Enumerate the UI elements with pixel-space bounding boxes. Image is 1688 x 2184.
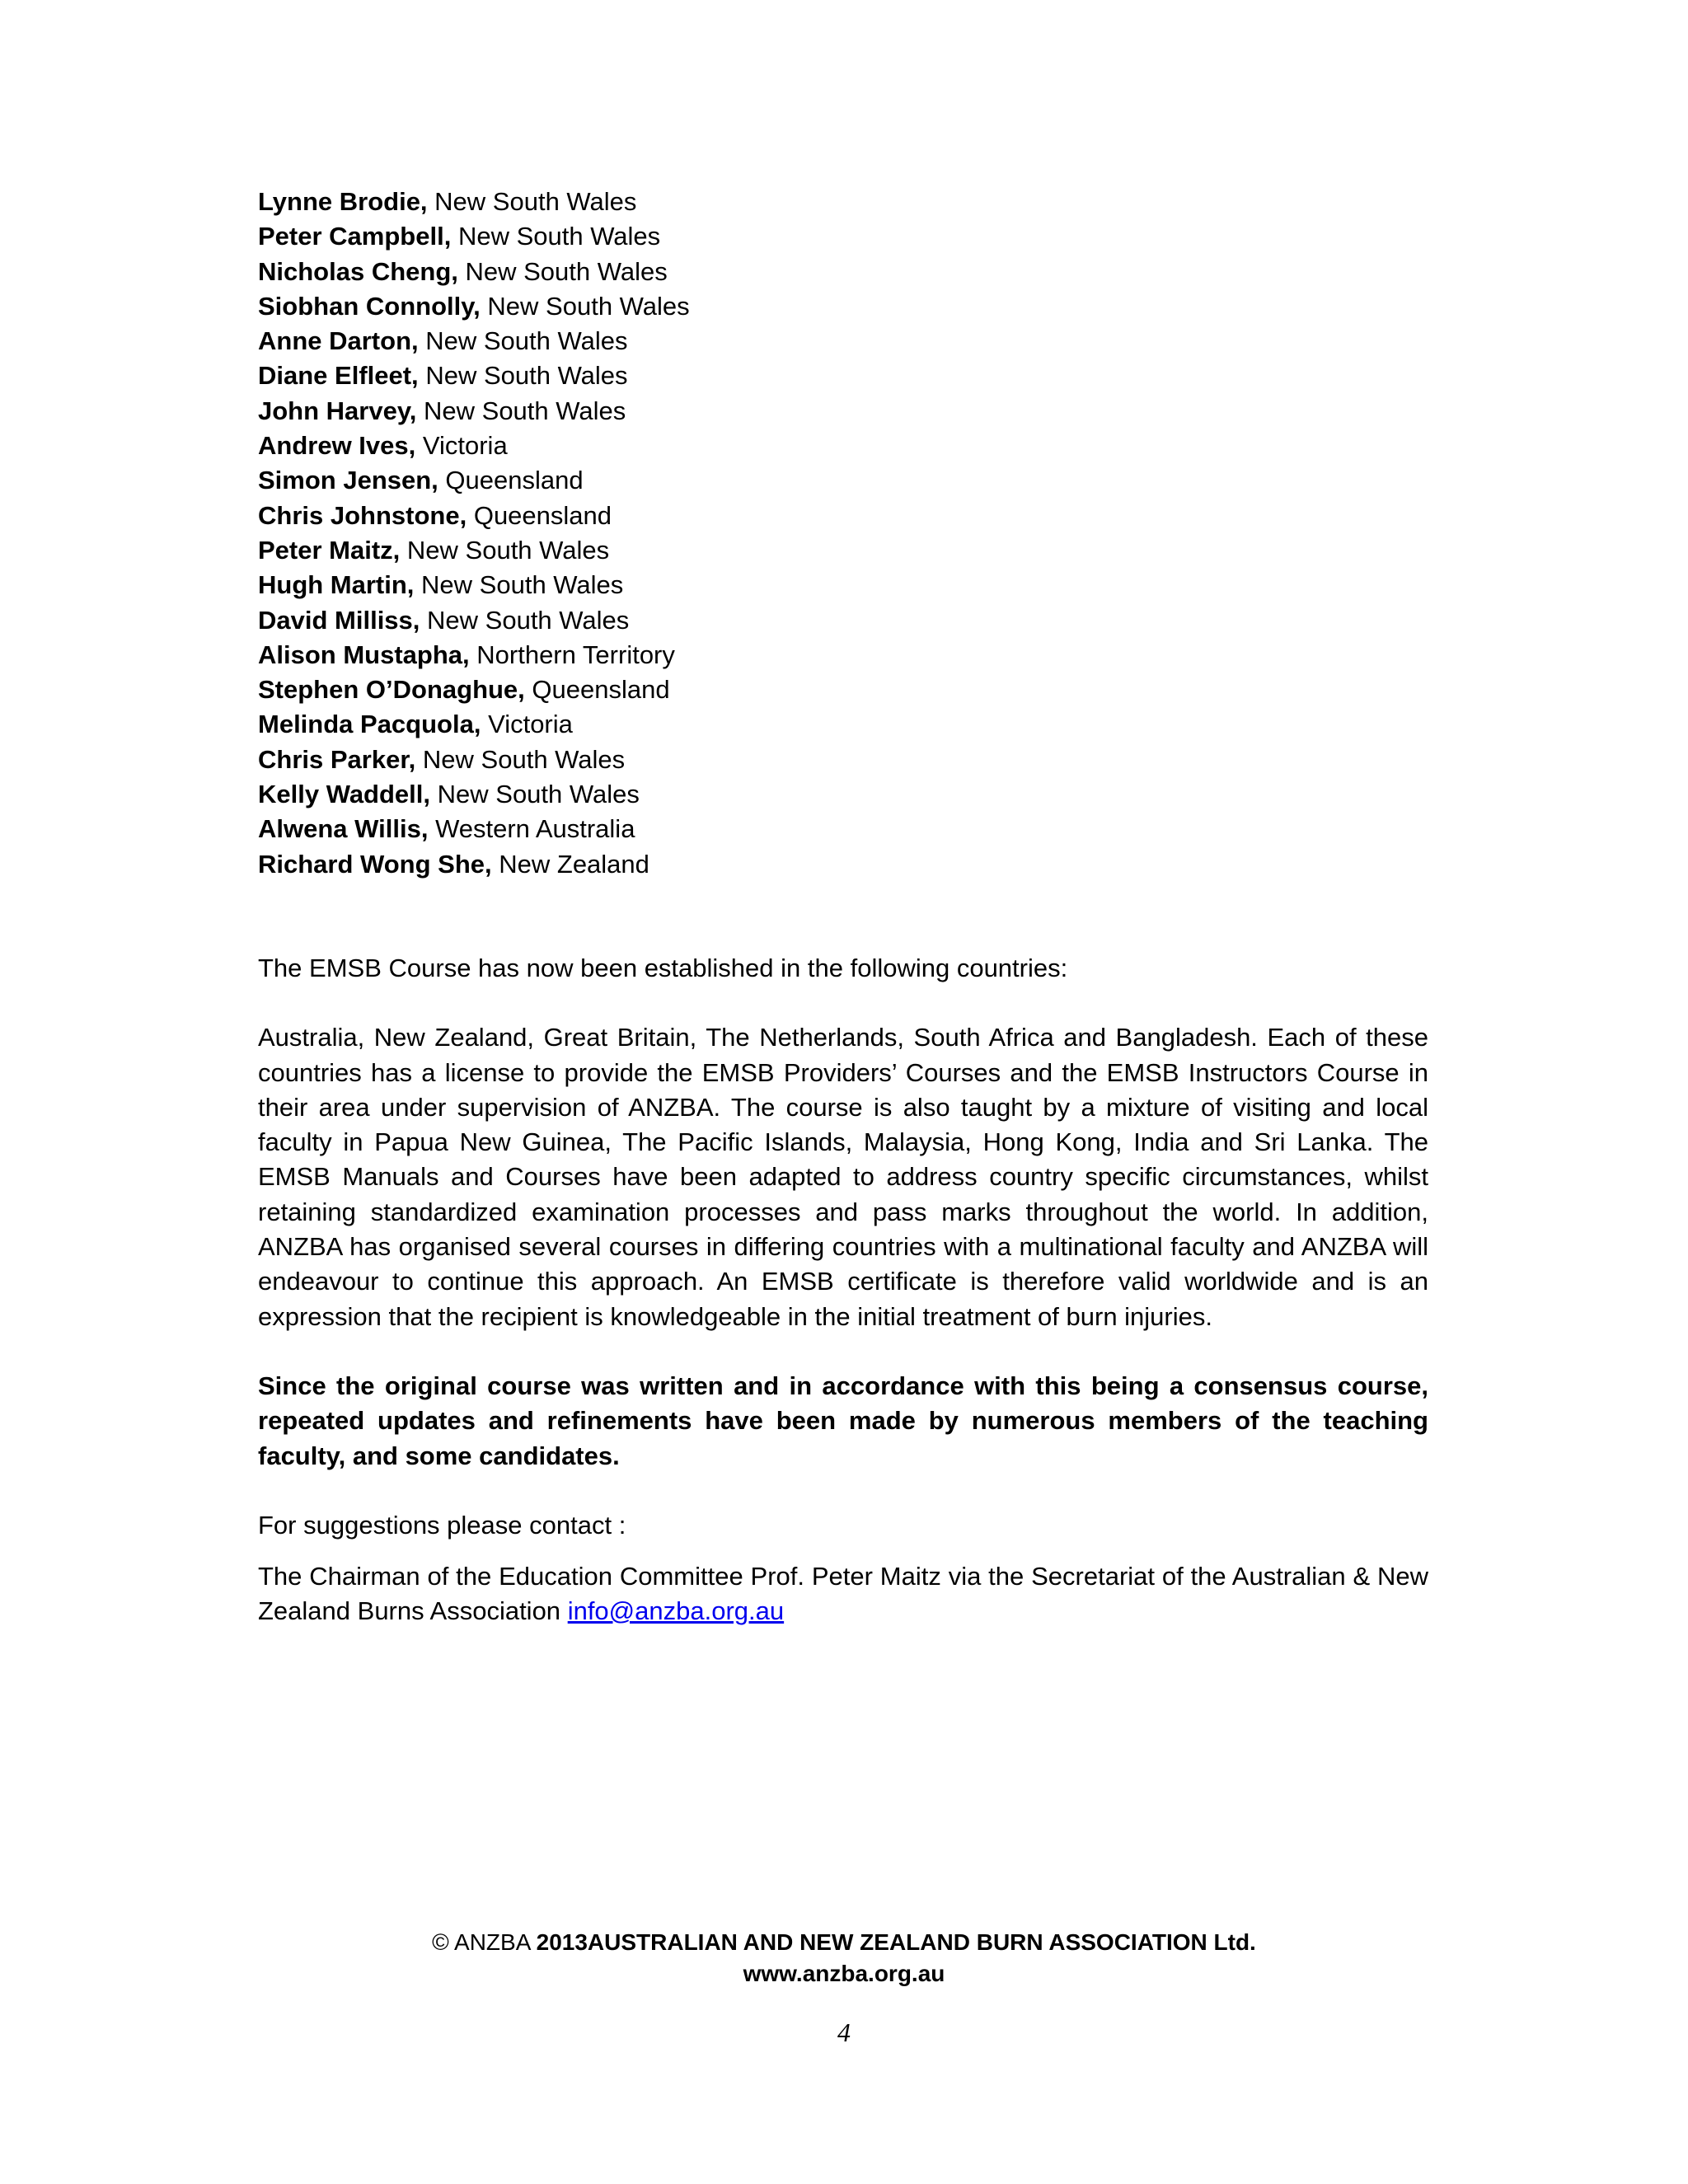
contributor-region: New Zealand xyxy=(499,849,649,879)
contributor-region: Victoria xyxy=(422,431,508,461)
contributor-region: New South Wales xyxy=(465,256,668,286)
contributor-region: New South Wales xyxy=(427,605,630,635)
contributor-region: New South Wales xyxy=(424,396,626,425)
contributor-name: Siobhan Connolly, xyxy=(258,291,481,321)
contributor-name: Hugh Martin, xyxy=(258,570,415,600)
contributor-item xyxy=(258,219,1428,254)
contributor-name: Richard Wong She, xyxy=(258,849,492,879)
footer-copyright-line xyxy=(0,1927,1688,1958)
contributor-item xyxy=(258,777,1428,812)
contributor-region: Queensland xyxy=(473,500,612,530)
contributor-list xyxy=(258,185,1428,882)
suggestions-line: For suggestions please contact : xyxy=(258,1510,626,1540)
contributor-region: Western Australia xyxy=(435,814,635,844)
consensus-paragraph: Since the original course was written and in accordance with this being a consensus course, repeated updates and refinements have been made by numerous members of the teaching faculty, and some candidates. xyxy=(258,1371,1428,1470)
footer-website: www.anzba.org.au xyxy=(743,1961,945,1986)
contributor-region: New South Wales xyxy=(425,326,628,356)
contributor-region: New South Wales xyxy=(434,187,637,216)
email-link[interactable]: info@anzba.org.au xyxy=(567,1596,785,1626)
contributor-item xyxy=(258,603,1428,638)
contributor-name: Chris Johnstone, xyxy=(258,500,467,530)
contributor-item xyxy=(258,289,1428,324)
page-content xyxy=(258,185,1428,1629)
contributor-item xyxy=(258,463,1428,498)
contributor-item xyxy=(258,743,1428,777)
contributor-item xyxy=(258,707,1428,742)
contributor-region: New South Wales xyxy=(421,570,624,600)
contributor-name: David Milliss, xyxy=(258,605,420,635)
contributor-region: Northern Territory xyxy=(476,640,675,669)
contributor-name: Lynne Brodie, xyxy=(258,187,428,216)
footer-copyright: © ANZBA xyxy=(432,1929,537,1955)
page-footer xyxy=(0,1927,1688,1990)
contributor-item xyxy=(258,568,1428,602)
contributor-item xyxy=(258,638,1428,673)
contributor-region: New South Wales xyxy=(406,535,610,565)
contributor-region: New South Wales xyxy=(422,744,626,774)
contributor-name: Stephen O’Donaghue, xyxy=(258,675,525,705)
contributor-name: Melinda Pacquola, xyxy=(258,710,481,739)
contributor-name: Nicholas Cheng, xyxy=(258,256,458,286)
contributor-item xyxy=(258,673,1428,707)
contributor-region: Victoria xyxy=(488,710,573,739)
contributor-item xyxy=(258,255,1428,289)
contributor-name: Diane Elfleet, xyxy=(258,361,419,391)
contributor-item xyxy=(258,185,1428,219)
contributor-name: Alison Mustapha, xyxy=(258,640,470,669)
contributor-region: New South Wales xyxy=(487,291,690,321)
contributor-item xyxy=(258,812,1428,846)
contributor-name: Alwena Willis, xyxy=(258,814,429,844)
contributor-item xyxy=(258,499,1428,533)
intro-paragraph: The EMSB Course has now been established in the following countries: xyxy=(258,953,1068,982)
contributor-name: Andrew Ives, xyxy=(258,431,416,461)
contributor-item xyxy=(258,533,1428,568)
contributor-name: Simon Jensen, xyxy=(258,466,438,495)
contributor-name: Peter Maitz, xyxy=(258,535,401,565)
contributor-name: Chris Parker, xyxy=(258,744,416,774)
contributor-name: Anne Darton, xyxy=(258,326,419,356)
countries-paragraph: Australia, New Zealand, Great Britain, The Netherlands, South Africa and Bangladesh. Each of these countries has a license to provide the EMSB Providers’ Courses and the EMSB Instructors Course in their area under supervision of ANZBA. The course is also taught by a mixture of visiting and local faculty in Papua New Guinea, The Pacific Islands, Malaysia, Hong Kong, India and Sri Lanka. The EMSB Manuals and Courses have been adapted to address country specific circumstances, whilst retaining standardized examination processes and pass marks throughout the world. In addition, ANZBA has organised several courses in differing countries with a multinational faculty and ANZBA will endeavour to continue this approach. An EMSB certificate is therefore valid worldwide and is an expression that the recipient is knowledgeable in the initial treatment of burn injuries. xyxy=(258,1023,1428,1331)
contributor-item xyxy=(258,847,1428,882)
contributor-item xyxy=(258,429,1428,463)
chairman-paragraph xyxy=(258,1559,1428,1629)
contributor-region: New South Wales xyxy=(457,222,661,251)
contributor-name: Peter Campbell, xyxy=(258,222,452,251)
contributor-region: New South Wales xyxy=(437,780,640,809)
contributor-region: New South Wales xyxy=(425,361,628,391)
page-number: 4 xyxy=(837,2018,851,2047)
chairman-text: The Chairman of the Education Committee Prof. Peter Maitz via the Secretariat of the Australian & New Zealand Burns Association xyxy=(258,1562,1428,1626)
contributor-region: Queensland xyxy=(532,675,670,705)
contributor-region: Queensland xyxy=(445,466,584,495)
footer-org: 2013AUSTRALIAN AND NEW ZEALAND BURN ASSOCIATION Ltd. xyxy=(536,1929,1256,1955)
contributor-item xyxy=(258,324,1428,359)
contributor-item xyxy=(258,359,1428,393)
contributor-name: John Harvey, xyxy=(258,396,417,425)
contributor-item xyxy=(258,394,1428,429)
contributor-name: Kelly Waddell, xyxy=(258,780,431,809)
